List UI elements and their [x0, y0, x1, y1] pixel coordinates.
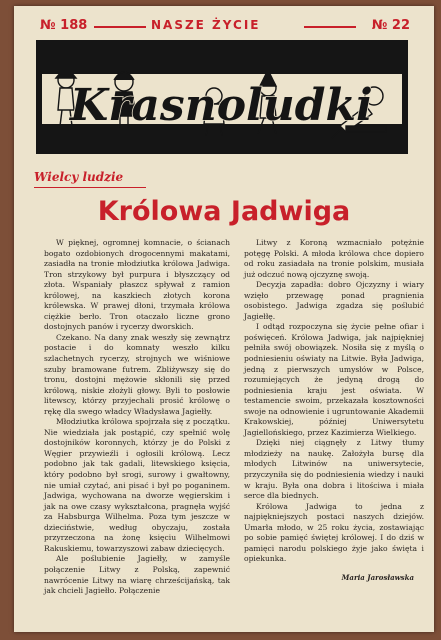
author-signature: Maria Jarosławska — [341, 572, 414, 582]
article-paragraph: Ale poślubienie Jagiełły, w zamyśle połączenie Litwy z Polską, zapewnić nawrócenie Litwy na wiarę chrześcijańską, tak jak chcieli Jagiełło. Połączenie — [44, 554, 230, 596]
article-paragraph: I odtąd rozpoczyna się życie pełne ofiar i poświęceń. Królowa Jadwiga, jak najpiękniej pełniła swój obowiązek. Nosiła się z myślą o podniesieniu oświaty na Litwie. Była Jadwiga, jedną z pierwszych umysłów w Polsce, rozumiejących że jedyną drogą do podniesienia kraju jest oświata. W testamencie swoim, przekazała kosztowności swoje na odnowienie i ugruntowanie Akademii Krakowskiej, później Uniwersytetu Jagiellońskiego, przez Kazimierza Wielkiego. — [244, 322, 424, 437]
article-column-left — [44, 238, 230, 597]
section-label: Wielcy ludzie — [34, 170, 124, 184]
masthead — [26, 14, 422, 36]
masthead-rule-right — [304, 26, 356, 28]
article-paragraph: Królowa Jadwiga to jedna z najpiękniejszych postaci naszych dziejów. Umarła młodo, w 25 roku życia, zostawiając po sobie pamięć świętej królowej. I do dziś w pamięci narodu polskiego żyje jako święta i opiekunka. — [244, 501, 424, 564]
article-paragraph: Czekano. Na dany znak weszły się zewnątrz postacie i do komnaty weszło kilku szlachetnych rycerzy, strojnych we wiśniowe szuby bramowane futrem. Zbliżywszy się do tronu, dostojni mężowie skłonili się przed królową, niskie złożyli głowy. Byli to posłowie litewscy, którzy przyjechali prosić królowę o rękę dla swego władcy Władysława Jagiełły. — [44, 332, 230, 416]
masthead-rule-left — [94, 26, 146, 28]
article-paragraph: Litwy z Koroną wzmacniało potężnie potęgę Polski. A młoda królowa chce dopiero od roku zasiadała na tronie polskim, musiała już odczuć nową ojczyznę swoją. — [244, 238, 424, 279]
banner-title: Krasnoludki — [70, 80, 373, 131]
section-underline — [34, 187, 146, 188]
newspaper-title: NASZE ŻYCIE — [151, 18, 261, 32]
krasnoludki-banner — [36, 40, 408, 154]
issue-number-right: № 22 — [371, 18, 410, 33]
article-paragraph: Decyzja zapadła: dobro Ojczyzny i wiary wzięło przewagę ponad pragnienia osobistego. Jadwiga zgadza się poślubić Jagiełłę. — [244, 280, 424, 321]
article-column-right — [244, 238, 424, 584]
article-paragraph: W pięknej, ogromnej komnacie, o ścianach bogato ozdobionych drogocennymi makatami, zasiadła na tronie młodziutka królowa Jadwiga. Tron strzykowy był purpura i błyszczący od złota. Wspaniały płaszcz spływał z ramion królowej, na kaszkiech złotych korona królewska. W prawej dłoni, trzymała królowa ciężkie berło. Tron otaczało liczne grono dostojnych panów i rycerzy dworskich. — [44, 238, 230, 332]
article-paragraph: Młodziutka królowa spojrzała się z początku. Nie wiedziała jak postąpić, czy spełnić wolę dostojników koronnych, którzy je do Polski z Węgier przywieźli i ogłosili królową. Lecz podobno jak tak gadali, litewskiego księcia, który podobno był srogi, surowy i gwałtowny, nie umiał czytać, ani pisać i był po poganinem. Jadwiga, wychowana na dworze węgierskim i jak na owe czasy wykształcona, pragnęła wyjść za Habsburga Wilhelma. Poza tym jeszcze w dzieciństwie, według obyczaju, została przyrzeczona na żonę księciu Wilhelmowi Rakuskiemu, towarzyszowi zabaw dziecięcych. — [44, 417, 230, 553]
newspaper-page — [14, 6, 434, 632]
article-paragraph: Dzięki niej ciągnęły z Litwy tłumy młodzieży na naukę. Założyła bursę dla młodych Litwinów na uniwersytecie, przyczyniła się do podniesienia wiedzy i nauki w kraju. Była ona dobra i litościwa i miała serce dla biednych. — [244, 438, 424, 501]
banner-illustration — [36, 40, 408, 154]
issue-number-left: № 188 — [40, 18, 88, 33]
article-headline: Królowa Jadwiga — [97, 196, 351, 227]
